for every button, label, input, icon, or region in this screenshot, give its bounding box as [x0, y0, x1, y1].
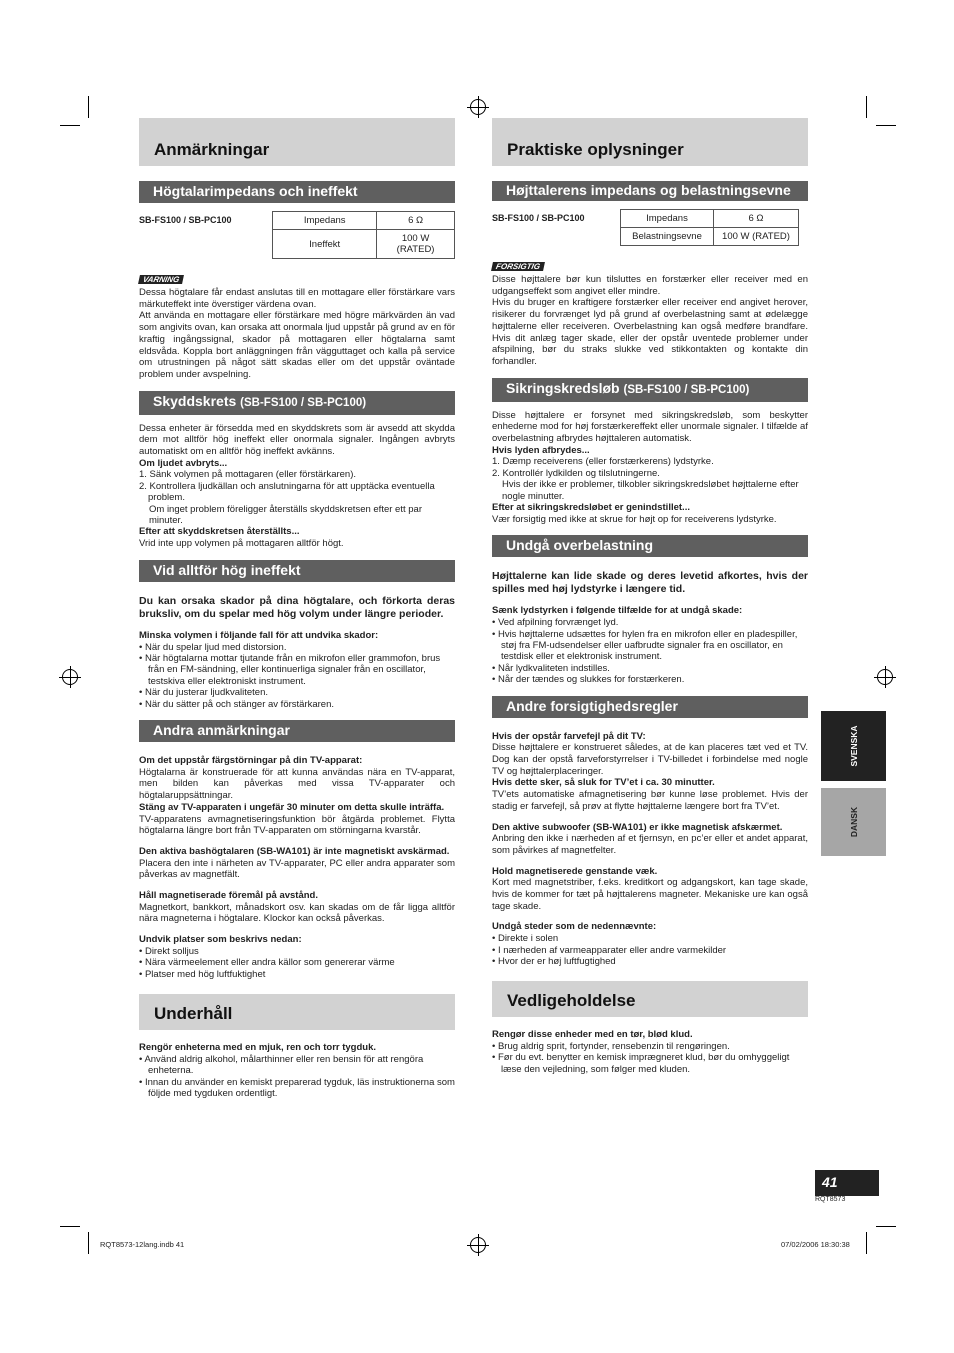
section-header: [492, 118, 808, 166]
list-item: • Använd aldrig alkohol, målarthinner eller ren bensin för att rengöra enheterna.: [139, 1053, 424, 1077]
registration-mark-icon: [62, 669, 78, 685]
bold-heading: Undgå steder som de nedennævnte:: [492, 921, 657, 933]
list-item: • Hvis højttalerne udsættes for hylen fra en mikrofon eller en pladespiller, støj fra FM-udsendelser eller uafbrudte signaler fra en oscillator, en testdisk eller et elektronisk instrument.: [492, 628, 798, 663]
bullet-list: [492, 1041, 808, 1075]
bold-heading: Om ljudet avbryts...: [139, 457, 228, 469]
subsection-header: [139, 391, 455, 415]
lead-paragraph: Du kan orsaka skador på dina högtalare, och förkorta deras bruksliv, om du spelar med hög volym under längre perioder.: [139, 594, 455, 620]
spec-table-block: [492, 209, 808, 246]
registration-mark-icon: [877, 669, 893, 685]
list-item-note: Hvis der ikke er problemer, tilkobler sikringskredsløbet højttalerne efter nogle minutter.: [502, 479, 799, 502]
bold-heading: Håll magnetiserade föremål på avstånd.: [139, 890, 318, 902]
bold-heading: Efter att skyddskretsen återställts...: [139, 526, 300, 538]
list-item: 1. Dæmp receiverens (eller forstærkerens) lydstyrke.: [492, 456, 714, 468]
crop-mark: [60, 125, 80, 126]
right-column: [492, 118, 808, 1075]
paragraph: Anbring den ikke i nærheden af et fjernsyn, en pc’er eller et andet apparat, som påvirkes af magnetfelter.: [492, 833, 808, 856]
bold-heading: Hvis der opstår farvefejl på dit TV:: [492, 730, 646, 742]
caution-badge: FORSIGTIG: [491, 262, 545, 271]
spec-table: [620, 209, 799, 246]
crop-mark: [60, 1226, 80, 1227]
bullet-list: [492, 933, 808, 967]
model-label: SB-FS100 / SB-PC100: [139, 215, 232, 225]
bold-heading: Den aktiva bashögtalaren (SB-WA101) är inte magnetiskt avskärmad.: [139, 845, 450, 857]
bold-heading: Stäng av TV-apparaten i ungefär 30 minuter om detta skulle inträffa.: [139, 801, 445, 813]
subsection-header: Andra anmärkningar: [139, 720, 455, 742]
bullet-list: [139, 1054, 455, 1100]
steps-list: [139, 469, 455, 526]
paragraph: Vrid inte upp volymen på mottagaren alltför högt.: [139, 538, 344, 550]
section-header: [139, 994, 455, 1030]
list-item-note: Om inget problem föreligger återställs skyddskretsen efter ett par minuter.: [149, 503, 422, 527]
bold-heading: Om det uppstår färgstörningar på din TV-apparat:: [139, 755, 363, 767]
subsection-header: Andre forsigtighedsregler: [492, 696, 808, 718]
spec-value: 6 Ω: [377, 212, 455, 230]
paragraph: Att använda en mottagare eller förstärkare med högre märkvärden än vad som angivits ovan, kan orsaka att onormala ljud uppstår på grund av en för kraftig ingångssignal, skador på mottagaren eller högtalarna samt eldsvåda. Koppla bort anläggningen från vägguttaget och kalla på service om utrustningen på något sätt skadas eller om det uppstår oväntade problem under avspelning.: [139, 310, 455, 380]
subsection-header: Högtalarimpedans och ineffekt: [139, 181, 455, 203]
list-item: • Innan du använder en kemiskt preparerad tygduk, läs instruktionerna som följde med tygduken ordentligt.: [139, 1076, 455, 1099]
list-item: • Brug aldrig sprit, fortynder, rensebenzin til rengøringen.: [492, 1041, 730, 1053]
crop-mark: [866, 1232, 867, 1254]
spec-value: 100 W (RATED): [714, 228, 799, 246]
footer-date: 07/02/2006 18:30:38: [781, 1240, 850, 1249]
spec-value: 100 W (RATED): [377, 230, 455, 259]
bold-heading: Den aktive subwoofer (SB-WA101) er ikke magnetisk afskærmet.: [492, 821, 783, 833]
paragraph: Placera den inte i närheten av TV-apparater, PC eller andra apparater som påverkas av magnetfält.: [139, 857, 455, 881]
steps-list: [492, 456, 808, 502]
list-item: • Ved afpilning forvrænget lyd.: [492, 617, 619, 629]
list-item: • När du sätter på och stänger av förstärkaren.: [139, 698, 335, 710]
spec-label: Impedans: [273, 212, 377, 230]
bold-heading: Rengör enheterna med en mjuk, ren och torr tygduk.: [139, 1042, 377, 1054]
paragraph: TV’ets automatiske afmagnetisering bør kunne løse problemet. Hvis der stadig er farvefejl, så prøv at flytte højttalerne længere bort fra TV’et.: [492, 789, 808, 812]
warning-badge: VARNING: [138, 275, 184, 284]
paragraph: Vær forsigtig med ikke at skrue for højt op for receiverens lydstyrke.: [492, 513, 777, 525]
bold-heading: Sænk lydstyrken i følgende tilfælde for at undgå skade:: [492, 605, 743, 617]
paragraph: Dessa högtalare får endast anslutas till en mottagare eller förstärkare vars märkuteffekt inte överstiger värdena ovan.: [139, 287, 455, 310]
list-item: • Når der tændes og slukkes for forstærkeren.: [492, 674, 685, 686]
bullet-list: [139, 946, 455, 980]
list-item: • Før du evt. benytter en kemisk imprægneret klud, bør du omhyggeligt læse den vejledning, som følger med kluden.: [492, 1052, 790, 1075]
paragraph: Kort med magnetstriber, f.eks. kreditkort og adgangskort, kan tage skade, hvis de kommer for tæt på højttalerens magneter. Mekaniske ure kan også tage skade.: [492, 877, 808, 912]
crop-mark: [876, 1226, 896, 1227]
list-item: • Når lydkvaliteten indstilles.: [492, 662, 610, 674]
page-number-box: [815, 1170, 879, 1196]
subsection-header: Undgå overbelastning: [492, 535, 808, 557]
crop-mark: [876, 125, 896, 126]
list-item: • I nærheden af varmeapparater eller andre varmekilder: [492, 944, 727, 956]
paragraph: Disse højttalere bør kun tilsluttes en forstærker eller receiver med en udgangseffekt som angivet eller mindre.: [492, 274, 808, 297]
bold-heading: Rengør disse enheder med en tør, blød klud.: [492, 1029, 693, 1041]
heading-models: (SB-FS100 / SB-PC100): [623, 383, 750, 396]
section-header: [492, 981, 808, 1017]
spec-table: [272, 211, 455, 259]
list-item: • Nära värmeelement eller andra källor som genererar värme: [139, 957, 395, 969]
language-tab-svenska: [821, 711, 886, 781]
subsection-header: [492, 378, 808, 402]
paragraph: TV-apparatens avmagnetiseringsfunktion bör åtgärda problemet. Flytta högtalarna längre bort från TV-apparaten om störningarna kvarstår.: [139, 813, 455, 837]
paragraph: Högtalarna är konstruerade för att kunna användas nära en TV-apparat, men bilden kan påverkas med vissa TV-apparater och högtalaruppsättningar.: [139, 766, 455, 802]
page-number: 41: [822, 1174, 838, 1190]
bullet-list: [492, 617, 808, 685]
bold-heading: Hvis dette sker, så sluk for TV’et i ca. 30 minutter.: [492, 777, 715, 789]
spec-label: Ineffekt: [273, 230, 377, 259]
list-item: • Platser med hög luftfuktighet: [139, 968, 266, 980]
registration-mark-icon: [470, 1237, 486, 1253]
spec-table-block: [139, 211, 455, 259]
paragraph: Magnetkort, bankkort, månadskort osv. kan skadas om de får ligga alltför nära magneterna i högtalare. Klockor kan också påverkas.: [139, 901, 455, 925]
bold-heading: Undvik platser som beskrivs nedan:: [139, 934, 302, 946]
section-title: Underhåll: [154, 1004, 233, 1024]
bold-heading: Efter at sikringskredsløbet er genindstillet...: [492, 502, 690, 514]
heading-text: Sikringskredsløb: [506, 379, 620, 396]
language-tab-dansk: [821, 788, 886, 856]
registration-mark-icon: [470, 99, 486, 115]
paragraph: Hvis du bruger en kraftigere forstærker eller receiver end angivet herover, risikerer du forvrænget lyd på grund af overbelastning samt at ødelægge højttalerne eller receiveren. Overbelastning kan også medføre brandfare. Hvis dit anlæg tager skade, eller der opstår uventede problemer under afspilning, bør du straks slukke ved stikkontakten og kontakte din forhandler.: [492, 297, 808, 367]
list-item: • Direkte i solen: [492, 933, 559, 945]
paragraph: Dessa enheter är försedda med en skyddskrets som är avsedd att skydda dem mot alltför hög ineffekt eller onormala signaler. Ingången avbryts automatiskt om en alltför hög ineffekt avkänns.: [139, 422, 455, 458]
page-title: Anmärkningar: [154, 140, 270, 159]
lead-paragraph: Højttalerne kan lide skade og deres levetid afkortes, hvis der spilles med høj lydstyrke i længere tid.: [492, 570, 808, 596]
model-label: SB-FS100 / SB-PC100: [492, 213, 585, 223]
subsection-header: Vid alltför hög ineffekt: [139, 560, 455, 582]
crop-mark: [88, 96, 89, 118]
list-item: 1. Sänk volymen på mottagaren (eller förstärkaren).: [139, 469, 357, 481]
section-title: Vedligeholdelse: [507, 991, 636, 1011]
list-item: • När du spelar ljud med distorsion.: [139, 641, 287, 653]
crop-mark: [866, 96, 867, 118]
list-item: • Hvor der er høj luftfugtighed: [492, 955, 616, 967]
heading-text: Skyddskrets: [153, 392, 237, 409]
section-header: [139, 118, 455, 166]
spec-label: Belastningsevne: [621, 228, 714, 246]
page-title: Praktiske oplysninger: [507, 140, 684, 159]
list-item: 2. Kontrollera ljudkällan och anslutningarna för att upptäcka eventuella problem.: [139, 480, 435, 504]
paragraph: Disse højttalere er konstrueret således, at de kan placeres tæt ved et TV. Dog kan der opstå farveforstyrrelser i TV-billedet i forbindelse med nogle TV og højttalerplaceringer.: [492, 742, 808, 777]
spec-value: 6 Ω: [714, 210, 799, 228]
tab-label: SVENSKA: [848, 725, 859, 767]
doc-code: RQT8573: [815, 1196, 846, 1203]
paragraph: Disse højttalere er forsynet med sikringskredsløb, som beskytter enhederne mod for høj forstærkereffekt eller unormale signaler. I tilfælde af overbelastning afbrydes højttaleren automatisk.: [492, 409, 808, 445]
list-item: • Direkt solljus: [139, 945, 199, 957]
bold-heading: Minska volymen i följande fall för att undvika skador:: [139, 629, 379, 641]
bullet-list: [139, 642, 455, 710]
tab-label: DANSK: [848, 806, 859, 838]
spec-label: Impedans: [621, 210, 714, 228]
footer-file: RQT8573-12lang.indb 41: [100, 1240, 185, 1249]
heading-models: (SB-FS100 / SB-PC100): [240, 396, 367, 409]
crop-mark: [88, 1232, 89, 1254]
list-item: • När du justerar ljudkvaliteten.: [139, 687, 268, 699]
bold-heading: Hold magnetiserede genstande væk.: [492, 865, 658, 877]
left-column: [139, 118, 455, 1099]
bold-heading: Hvis lyden afbrydes...: [492, 444, 590, 456]
list-item: • När högtalarna mottar tjutande från en mikrofon eller grammofon, brus från en FM-sändning, eller kontinuerliga signaler från en oscillator, testskiva eller elektroniskt instrument.: [139, 652, 441, 687]
list-item: 2. Kontrollér lydkilden og tilslutningerne.: [492, 467, 660, 479]
subsection-header: Højttalerens impedans og belastningsevne: [492, 181, 808, 201]
